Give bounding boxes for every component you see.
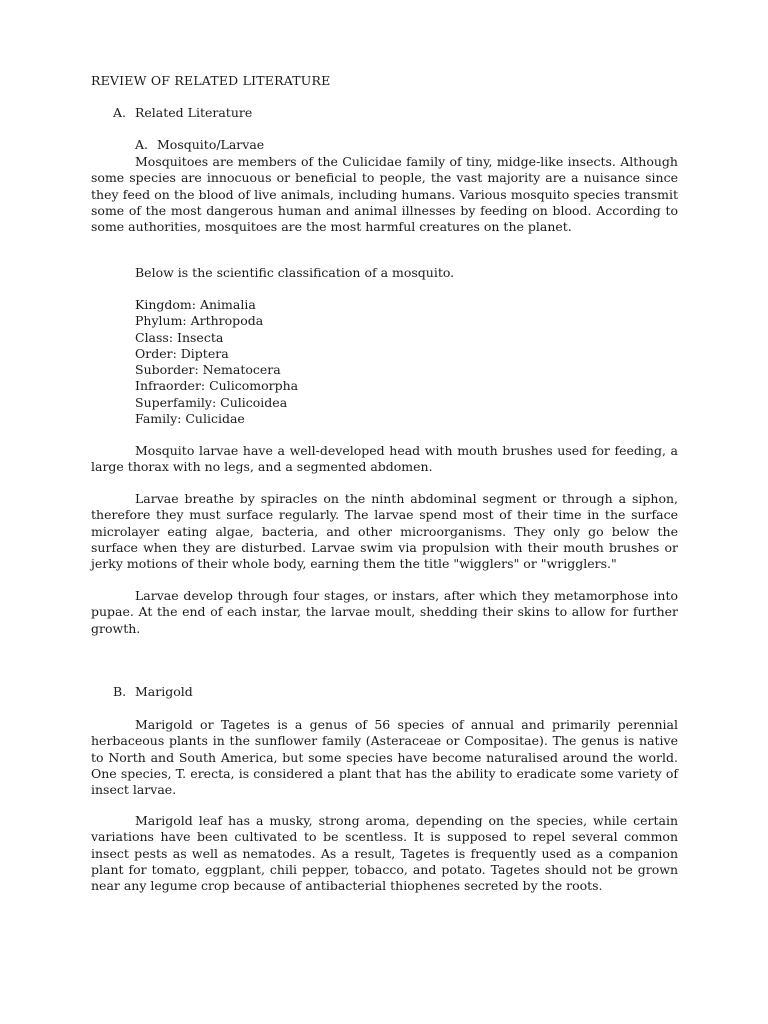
classification-item: Family: Culicidae	[135, 411, 245, 427]
classification-item: Class: Insecta	[135, 329, 224, 345]
classification-item: Phylum: Arthropoda	[135, 313, 264, 329]
section-heading-related-literature	[113, 105, 252, 120]
section-label: Marigold	[135, 684, 193, 699]
classification-item: Superfamily: Culicoidea	[135, 394, 288, 410]
classification-item: Order: Diptera	[135, 345, 229, 361]
classification-item: Infraorder: Culicomorpha	[135, 378, 299, 394]
classification-list	[135, 297, 298, 427]
classification-item: Kingdom: Animalia	[135, 297, 256, 312]
paragraph-classification-intro: Below is the scientific classification of a mosquito.	[135, 265, 455, 280]
page-title: REVIEW OF RELATED LITERATURE	[91, 73, 331, 88]
subsection-label: Mosquito/Larvae	[157, 137, 265, 152]
paragraph-larvae-development: Larvae develop through four stages, or instars, after which they metamorphose into pupae. At the end of each instar, the larvae moult, shedding their skins to allow for further growth.	[91, 588, 678, 636]
subsection-marker: A.	[135, 137, 149, 152]
paragraph-larvae-anatomy: Mosquito larvae have a well-developed head with mouth brushes used for feeding, a large thorax with no legs, and a segmented abdomen.	[91, 443, 678, 475]
paragraph-mosquito-intro: Mosquitoes are members of the Culicidae family of tiny, midge-like insects. Although some species are innocuous or beneficial to people, the vast majority are a nuisance since they feed on the blood of live animals, including humans. Various mosquito species transmit some of the most dangerous human and animal illnesses by feeding on blood. According to some authorities, mosquitoes are the most harmful creatures on the planet.	[91, 154, 678, 235]
section-label: Related Literature	[135, 105, 253, 120]
classification-item: Suborder: Nematocera	[135, 362, 281, 378]
section-marker: A.	[113, 105, 127, 120]
subsection-heading-mosquito-larvae	[135, 137, 264, 152]
paragraph-marigold-intro: Marigold or Tagetes is a genus of 56 species of annual and primarily perennial herbaceous plants in the sunflower family (Asteraceae or Compositae). The genus is native to North and South America, but some species have become naturalised around the world. One species, T. erecta, is considered a plant that has the ability to eradicate some variety of insect larvae.	[91, 717, 678, 798]
paragraph-marigold-leaf: Marigold leaf has a musky, strong aroma, depending on the species, while certain variations have been cultivated to be scentless. It is supposed to repel several common insect pests as well as nematodes. As a result, Tagetes is frequently used as a companion plant for tomato, eggplant, chili pepper, tobacco, and potato. Tagetes should not be grown near any legume crop because of antibacterial thiophenes secreted by the roots.	[91, 813, 678, 894]
section-heading-marigold	[113, 684, 193, 699]
paragraph-larvae-breathing: Larvae breathe by spiracles on the ninth abdominal segment or through a siphon, therefore they must surface regularly. The larvae spend most of their time in the surface microlayer eating algae, bacteria, and other microorganisms. They only go below the surface when they are disturbed. Larvae swim via propulsion with their mouth brushes or jerky motions of their whole body, earning them the title "wigglers" or "wrigglers."	[91, 491, 678, 572]
section-marker: B.	[113, 684, 127, 699]
